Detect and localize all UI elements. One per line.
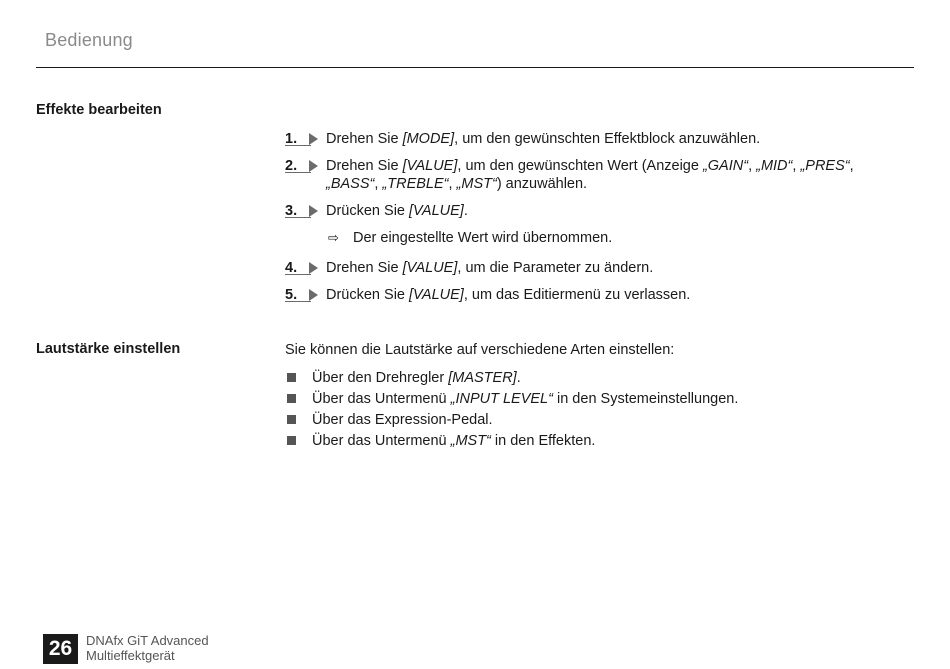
control-name: [VALUE] <box>409 203 464 219</box>
bullet-square-icon <box>287 394 296 403</box>
text-run: Über den Drehregler <box>312 370 449 386</box>
text-run: , um den gewünschten Wert (Anzeige <box>457 158 703 174</box>
display-value: „MST“ <box>456 176 497 192</box>
result-text: Der eingestellte Wert wird übernommen. <box>353 230 613 246</box>
display-value: „BASS“ <box>326 176 375 192</box>
control-name: [MODE] <box>402 131 455 147</box>
control-name: [VALUE] <box>409 287 464 303</box>
step-number <box>285 286 319 304</box>
section-heading-volume: Lautstärke einstellen <box>36 341 181 357</box>
display-value: „PRES“ <box>800 158 850 174</box>
step-number-label: 2. <box>285 158 298 174</box>
step-arrow-icon <box>309 160 318 172</box>
list-item-text <box>312 411 493 429</box>
display-value: „GAIN“ <box>702 158 749 174</box>
step-text <box>326 286 886 304</box>
text-run: in den Effekten. <box>490 433 596 449</box>
footer-product-type: Multieffektgerät <box>86 648 175 663</box>
header-divider <box>36 67 914 68</box>
step-underline <box>285 172 311 173</box>
control-name: [VALUE] <box>402 260 458 276</box>
step-arrow-icon <box>309 205 318 217</box>
text-run: Drücken Sie <box>326 203 410 219</box>
text-run: Über das Expression-Pedal. <box>312 412 493 428</box>
text-run: ) anzuwählen. <box>496 176 588 192</box>
text-run: in den Systemeinstellungen. <box>552 391 739 407</box>
step-underline <box>285 274 311 275</box>
step-number-label: 3. <box>285 203 298 219</box>
bullet-square-icon <box>287 373 296 382</box>
step-arrow-icon <box>309 289 318 301</box>
step-number <box>285 202 319 220</box>
list-item-text <box>312 390 738 408</box>
step-number-label: 5. <box>285 287 298 303</box>
step-number <box>285 130 319 148</box>
step-number <box>285 259 319 277</box>
step-arrow-icon <box>309 262 318 274</box>
text-run: Über das Untermenü <box>312 433 451 449</box>
step-number-label: 1. <box>285 131 298 147</box>
text-run: , <box>792 158 801 174</box>
section-heading-effects: Effekte bearbeiten <box>36 102 162 118</box>
bullet-square-icon <box>287 436 296 445</box>
step-underline <box>285 217 311 218</box>
list-item-text <box>312 432 595 450</box>
text-run: , <box>748 158 757 174</box>
footer-product-name: DNAfx GiT Advanced <box>86 633 209 648</box>
display-value: „MID“ <box>756 158 793 174</box>
text-run: , <box>374 176 383 192</box>
step-number-label: 4. <box>285 260 298 276</box>
step-arrow-icon <box>309 133 318 145</box>
menu-name: „INPUT LEVEL“ <box>450 391 553 407</box>
page-number: 26 <box>43 634 78 664</box>
step-underline <box>285 145 311 146</box>
text-run: Drehen Sie <box>326 260 403 276</box>
bullet-square-icon <box>287 415 296 424</box>
text-run: Über das Untermenü <box>312 391 451 407</box>
volume-intro: Sie können die Lautstärke auf verschiedene Arten einstellen: <box>285 342 675 358</box>
text-run: Drehen Sie <box>326 131 403 147</box>
result-arrow-icon: ⇨ <box>328 230 339 245</box>
display-value: „TREBLE“ <box>382 176 449 192</box>
text-run: , <box>849 158 854 174</box>
text-run: , um das Editiermenü zu verlassen. <box>463 287 691 303</box>
control-name: [MASTER] <box>448 370 517 386</box>
text-run: . <box>463 203 468 219</box>
step-text <box>326 157 886 193</box>
control-name: [VALUE] <box>402 158 458 174</box>
step-text <box>326 202 886 220</box>
text-run: Drücken Sie <box>326 287 410 303</box>
text-run: , <box>448 176 457 192</box>
text-run: Drehen Sie <box>326 158 403 174</box>
menu-name: „MST“ <box>450 433 491 449</box>
text-run: , um die Parameter zu ändern. <box>457 260 654 276</box>
step-text <box>326 259 886 277</box>
step-text <box>326 130 886 148</box>
text-run: . <box>516 370 521 386</box>
step-number <box>285 157 319 175</box>
step-underline <box>285 301 311 302</box>
page-header-title: Bedienung <box>45 30 133 50</box>
text-run: , um den gewünschten Effektblock anzuwählen. <box>454 131 761 147</box>
list-item-text <box>312 369 521 387</box>
